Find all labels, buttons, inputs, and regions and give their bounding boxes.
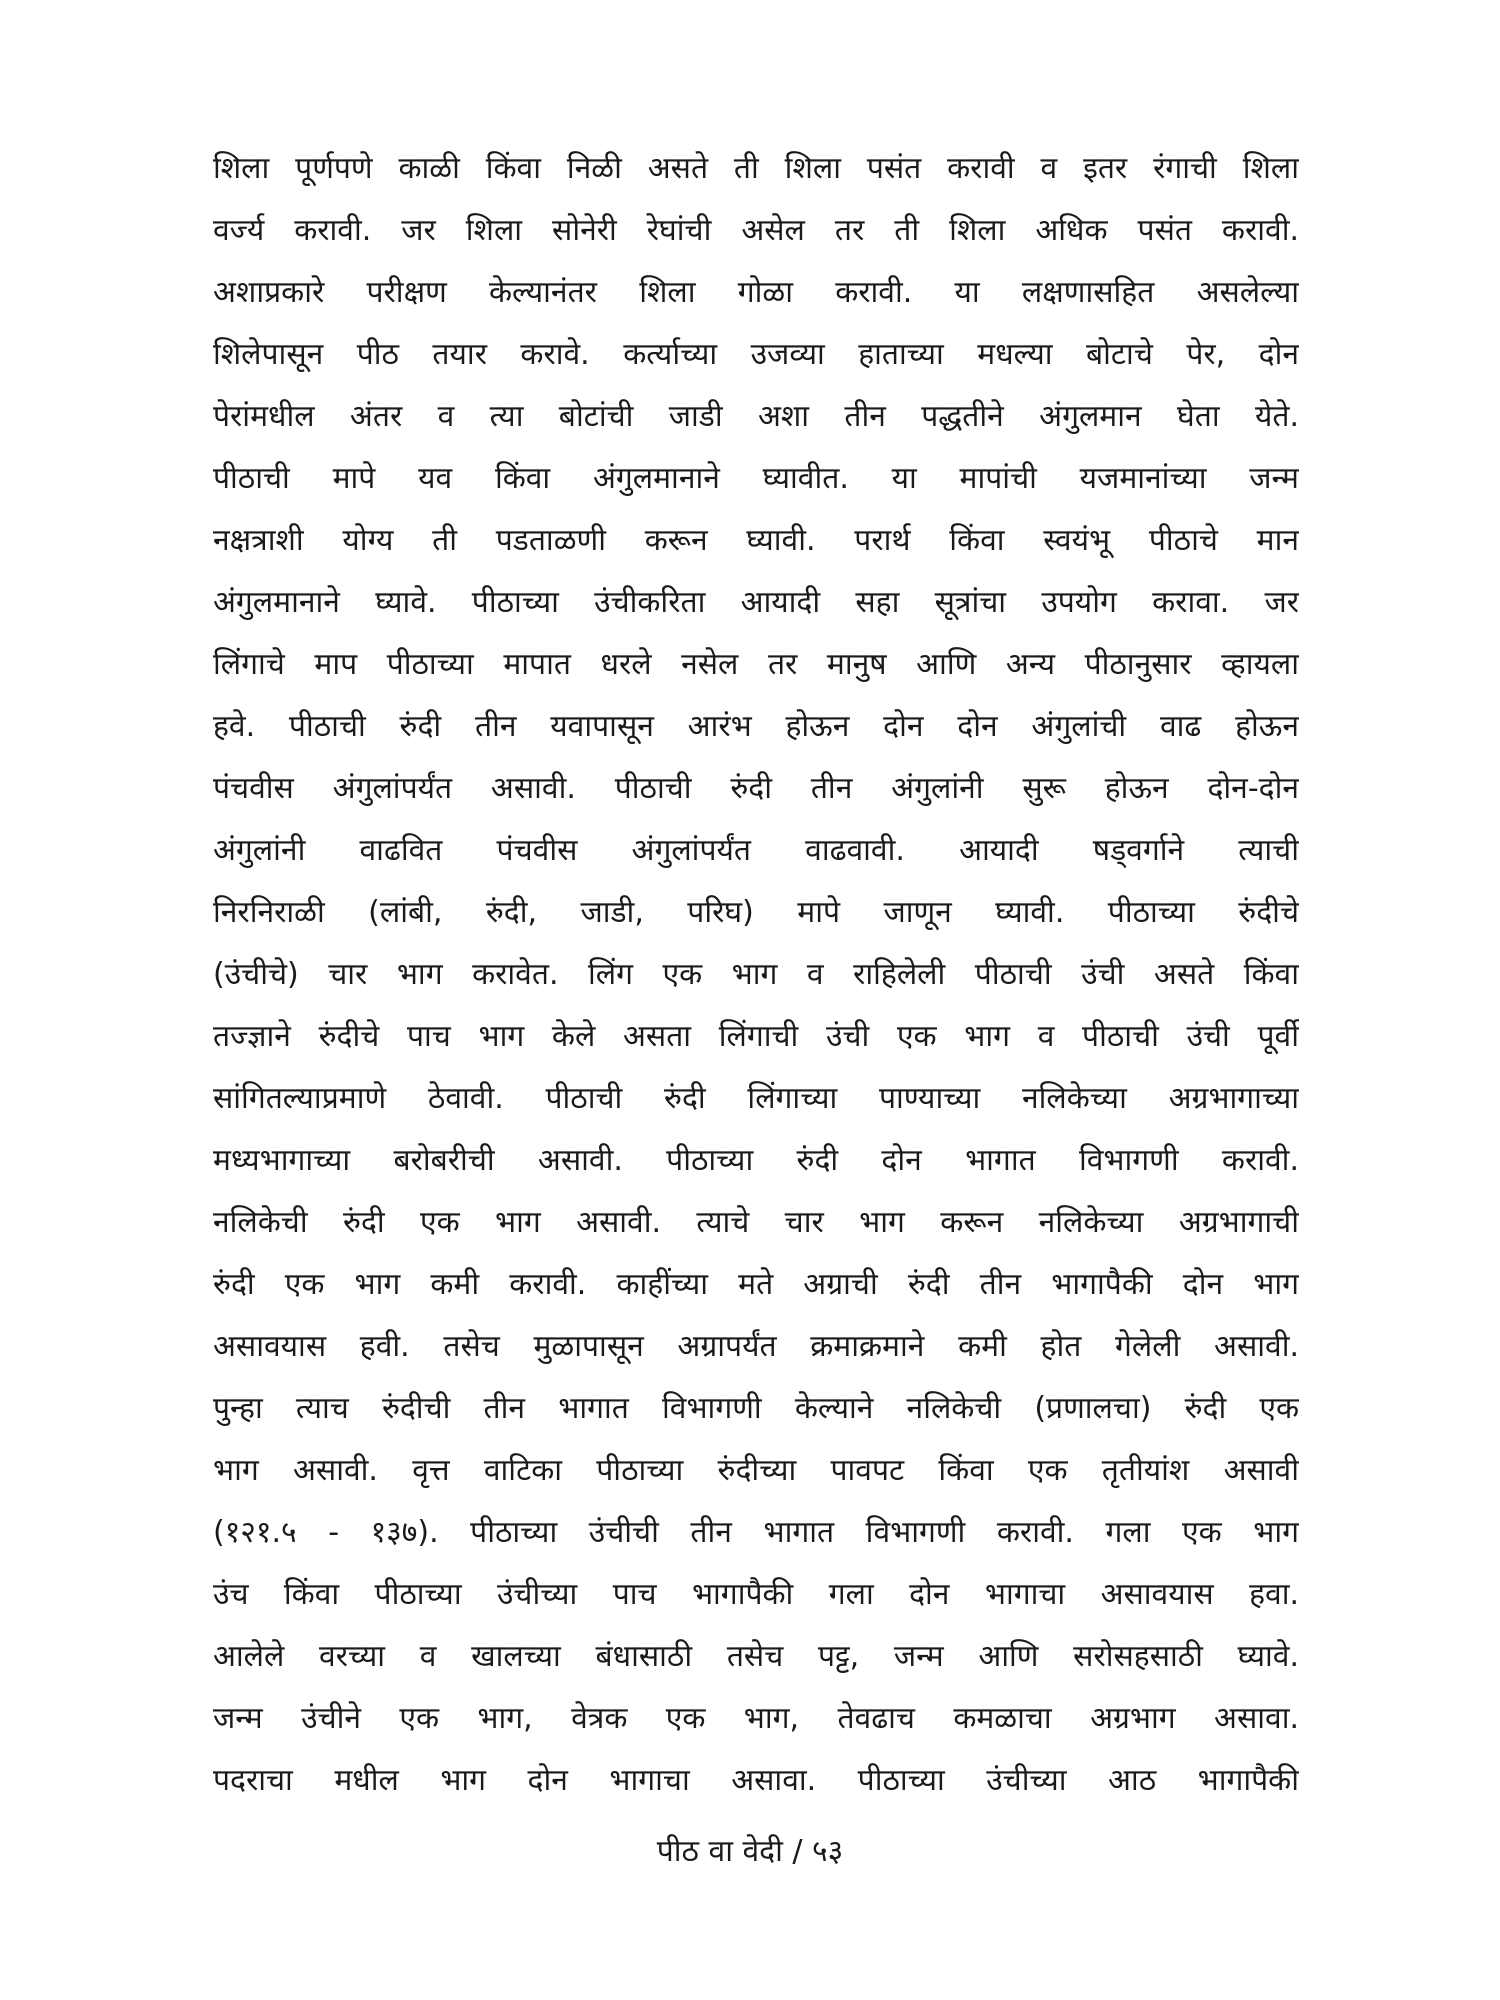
text-line: जन्म उंचीने एक भाग, वेत्रक एक भाग, तेवढाच कमळाचा अग्रभाग असावा.	[213, 1701, 1299, 1736]
text-line: नक्षत्राशी योग्य ती पडताळणी करून घ्यावी. परार्थ किंवा स्वयंभू पीठाचे मान	[213, 523, 1299, 558]
text-line: हवे. पीठाची रुंदी तीन यवापासून आरंभ होऊन दोन दोन अंगुलांची वाढ होऊन	[213, 709, 1299, 744]
text-line: अंगुलमानाने घ्यावे. पीठाच्या उंचीकरिता आयादी सहा सूत्रांचा उपयोग करावा. जर	[213, 585, 1299, 620]
text-line: उंच किंवा पीठाच्या उंचीच्या पाच भागापैकी गला दोन भागाचा असावयास हवा.	[213, 1577, 1299, 1612]
text-line: असावयास हवी. तसेच मुळापासून अग्रापर्यंत क्रमाक्रमाने कमी होत गेलेली असावी.	[213, 1329, 1299, 1364]
text-line: अशाप्रकारे परीक्षण केल्यानंतर शिला गोळा करावी. या लक्षणासहित असलेल्या	[213, 275, 1299, 310]
text-line: भाग असावी. वृत्त वाटिका पीठाच्या रुंदीच्या पावपट किंवा एक तृतीयांश असावी	[213, 1453, 1299, 1488]
text-line: शिला पूर्णपणे काळी किंवा निळी असते ती शिला पसंत करावी व इतर रंगाची शिला	[213, 151, 1299, 186]
text-line: पंचवीस अंगुलांपर्यंत असावी. पीठाची रुंदी तीन अंगुलांनी सुरू होऊन दोन-दोन	[213, 771, 1299, 806]
page-footer: पीठ वा वेदी / ५३	[656, 1834, 844, 1869]
text-line: तज्ज्ञाने रुंदीचे पाच भाग केले असता लिंगाची उंची एक भाग व पीठाची उंची पूर्वी	[213, 1019, 1299, 1054]
text-line: आलेले वरच्या व खालच्या बंधासाठी तसेच पट्ट, जन्म आणि सरोसहसाठी घ्यावे.	[213, 1639, 1299, 1674]
text-line: लिंगाचे माप पीठाच्या मापात धरले नसेल तर मानुष आणि अन्य पीठानुसार व्हायला	[213, 647, 1299, 682]
text-line: नलिकेची रुंदी एक भाग असावी. त्याचे चार भाग करून नलिकेच्या अग्रभागाची	[213, 1205, 1299, 1240]
text-line: (१२१.५ - १३७). पीठाच्या उंचीची तीन भागात विभागणी करावी. गला एक भाग	[213, 1515, 1299, 1550]
text-line: वर्ज्य करावी. जर शिला सोनेरी रेघांची असेल तर ती शिला अधिक पसंत करावी.	[213, 213, 1299, 248]
text-line: पीठाची मापे यव किंवा अंगुलमानाने घ्यावीत. या मापांची यजमानांच्या जन्म	[213, 461, 1299, 496]
text-line: शिलेपासून पीठ तयार करावे. कर्त्याच्या उजव्या हाताच्या मधल्या बोटाचे पेर, दोन	[213, 337, 1299, 372]
text-line: सांगितल्याप्रमाणे ठेवावी. पीठाची रुंदी लिंगाच्या पाण्याच्या नलिकेच्या अग्रभागाच्या	[213, 1081, 1299, 1116]
text-line: (उंचीचे) चार भाग करावेत. लिंग एक भाग व राहिलेली पीठाची उंची असते किंवा	[213, 957, 1299, 992]
text-line: अंगुलांनी वाढवित पंचवीस अंगुलांपर्यंत वाढवावी. आयादी षड्वर्गाने त्याची	[213, 833, 1299, 868]
text-line: पुन्हा त्याच रुंदीची तीन भागात विभागणी केल्याने नलिकेची (प्रणालचा) रुंदी एक	[213, 1391, 1299, 1426]
text-line: मध्यभागाच्या बरोबरीची असावी. पीठाच्या रुंदी दोन भागात विभागणी करावी.	[213, 1143, 1299, 1178]
text-line: पदराचा मधील भाग दोन भागाचा असावा. पीठाच्या उंचीच्या आठ भागापैकी	[213, 1763, 1299, 1798]
text-line: पेरांमधील अंतर व त्या बोटांची जाडी अशा तीन पद्धतीने अंगुलमान घेता येते.	[213, 399, 1299, 434]
body-text	[213, 138, 1299, 1812]
text-line: रुंदी एक भाग कमी करावी. काहींच्या मते अग्राची रुंदी तीन भागापैकी दोन भाग	[213, 1267, 1299, 1302]
text-line: निरनिराळी (लांबी, रुंदी, जाडी, परिघ) मापे जाणून घ्यावी. पीठाच्या रुंदीचे	[213, 895, 1299, 930]
